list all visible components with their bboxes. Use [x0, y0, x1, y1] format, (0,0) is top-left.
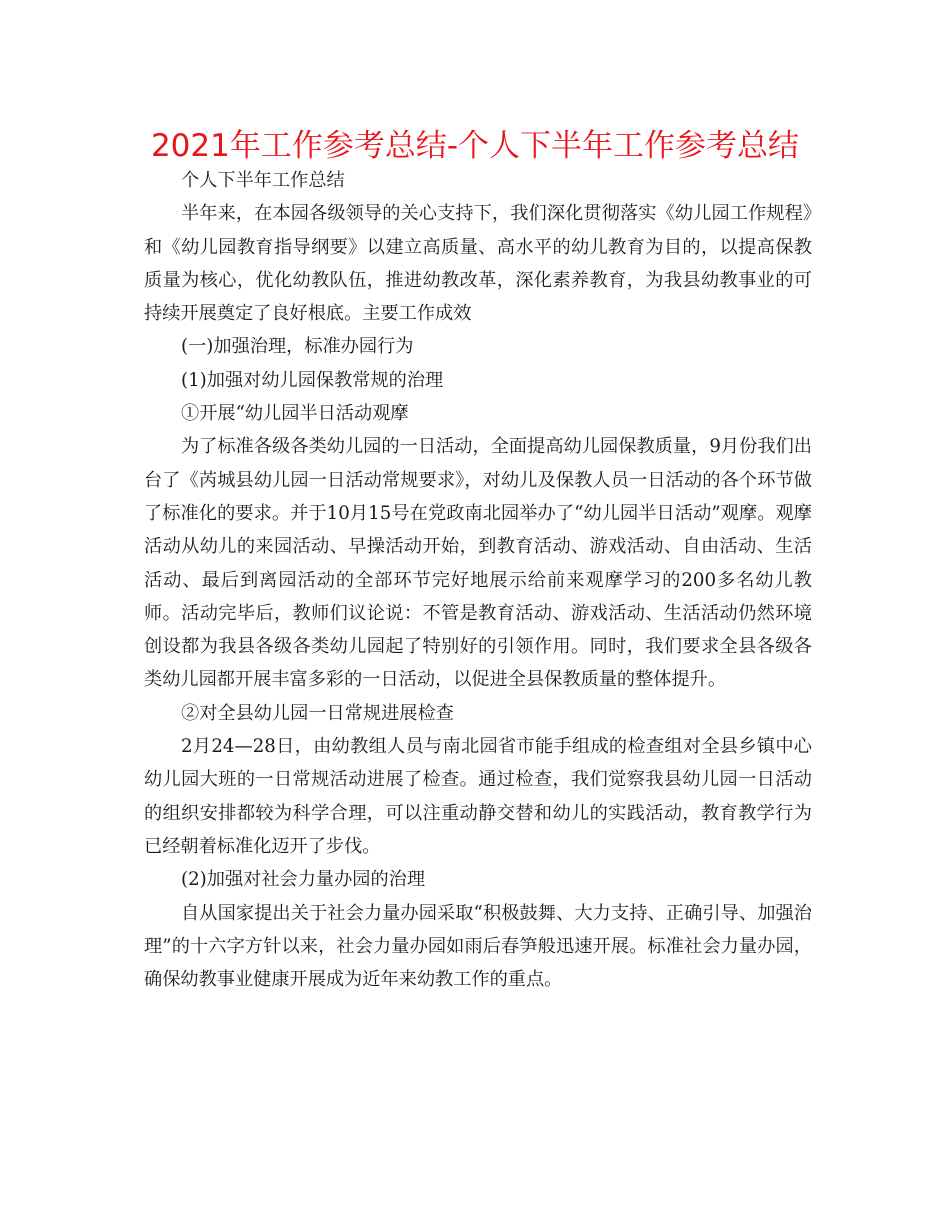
- subtitle-paragraph: 个人下半年工作总结: [181, 170, 345, 191]
- section-heading-1: (一)加强治理，标准办园行为: [181, 336, 414, 358]
- intro-paragraph: 半年来，在本园各级领导的关心支持下，我们深化贯彻落实《幼儿园工作规程》和《幼儿园教育指导纲要》以建立高质量、高水平的幼儿教育为目的，以提高保教质量为核心，优化幼教队伍，推进幼教改革，深化素养教育，为我县幼教事业的可持续开展奠定了良好根底。主要工作成效: [144, 203, 812, 325]
- document-title: 2021年工作参考总结-个人下半年工作参考总结: [150, 128, 800, 164]
- body-paragraph-3: 自从国家提出关于社会力量办园采取“积极鼓舞、大力支持、正确引导、加强治理”的十六字方针以来，社会力量办园如雨后春笋般迅速开展。标准社会力量办园，确保幼教事业健康开展成为近年来幼教工作的重点。: [144, 902, 812, 991]
- subsection-heading-1: (1)加强对幼儿园保教常规的治理: [181, 369, 444, 391]
- document-body: [144, 164, 812, 996]
- body-paragraph-1: 为了标准各级各类幼儿园的一日活动，全面提高幼儿园保教质量，9月份我们出台了《芮城县幼儿园一日活动常规要求》，对幼儿及保教人员一日活动的各个环节做了标准化的要求。并于10月15号在党政南北园举办了“幼儿园半日活动”观摩。观摩活动从幼儿的来园活动、早操活动开始，到教育活动、游戏活动、自由活动、生活活动、最后到离园活动的全部环节完好地展示给前来观摩学习的200多名幼儿教师。活动完毕后，教师们议论说：不管是教育活动、游戏活动、生活活动仍然环境创设都为我县各级各类幼儿园起了特别好的引领作用。同时，我们要求全县各级各类幼儿园都开展丰富多彩的一日活动，以促进全县保教质量的整体提升。: [144, 436, 812, 691]
- item-heading-1: ①开展“幼儿园半日活动观摩: [181, 403, 409, 425]
- subsection-heading-2: (2)加强对社会力量办园的治理: [181, 869, 426, 891]
- body-paragraph-2: 2月24—28日，由幼教组人员与南北园省市能手组成的检查组对全县乡镇中心幼儿园大班的一日常规活动进展了检查。通过检查，我们觉察我县幼儿园一日活动的组织安排都较为科学合理，可以注重动静交替和幼儿的实践活动，教育教学行为已经朝着标准化迈开了步伐。: [144, 736, 812, 857]
- item-heading-2: ②对全县幼儿园一日常规进展检查: [181, 702, 454, 724]
